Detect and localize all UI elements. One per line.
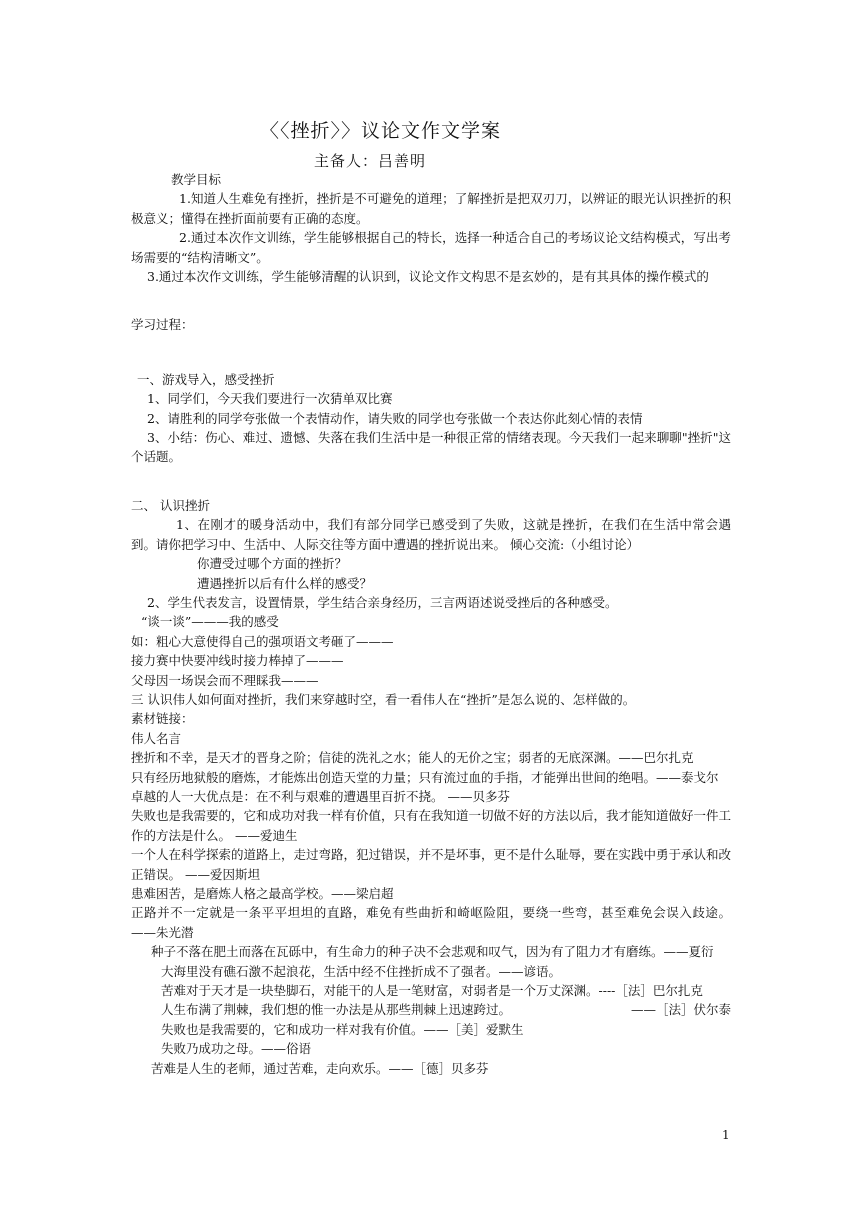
goal-3: 3.通过本次作文训练，学生能够清醒的认识到，议论文作文构思不是玄妙的，是有其具体的操作模式的	[147, 269, 709, 285]
quote-1: 挫折和不幸，是天才的晋身之阶；信徒的洗礼之水；能人的无价之宝；弱者的无底深渊。——巴尔扎克	[131, 750, 694, 766]
quote-11-text: 人生布满了荆棘，我们想的惟一办法是从那些荆棘上迅速跨过。	[161, 1002, 512, 1018]
quote-3: 卓越的人一大优点是：在不利与艰难的遭遇里百折不挠。 ——贝多芬	[131, 788, 510, 804]
quote-2: 只有经历地狱般的磨炼，才能炼出创造天堂的力量；只有流过血的手指，才能弹出世间的绝唱。——泰戈尔	[131, 769, 719, 785]
quote-11-author: ——［法］伏尔泰	[630, 1002, 731, 1018]
document-title: 〈〈挫折〉〉议论文作文学案	[260, 120, 502, 142]
section1-item-3: 3、小结：伤心、难过、遗憾、失落在我们生活中是一种很正常的情绪表现。今天我们一起来聊聊"挫折"这个话题。	[131, 430, 731, 465]
section2-item-1: 1、在刚才的暖身活动中，我们有部分同学已感受到了失败，这就是挫折，在我们在生活中常会遇到。请你把学习中、生活中、人际交往等方面中遭遇的挫折说出来。 倾心交流:（小组讨论）	[131, 517, 731, 552]
section2-example-1: 如：粗心大意使得自己的强项语文考砸了———	[131, 633, 394, 649]
quote-10: 苦难对于天才是一块垫脚石，对能干的人是一笔财富，对弱者是一个万丈深渊。----［法］巴尔扎克	[161, 983, 703, 999]
quote-11	[131, 1000, 731, 1019]
goal-1: 1.知道人生难免有挫折，挫折是不可避免的道理；了解挫折是把双刃刀，以辨证的眼光认识挫折的积极意义；懂得在挫折面前要有正确的态度。	[131, 191, 731, 226]
section1-item-1: 1、同学们，今天我们要进行一次猜单双比赛	[147, 391, 393, 407]
section2-example-2: 接力赛中快要冲线时接力棒掉了———	[131, 653, 344, 669]
quote-6: 患难困苦，是磨炼人格之最高学校。——梁启超	[131, 886, 394, 901]
section2-talk: “谈一谈”———我的感受	[141, 614, 279, 630]
document-body	[131, 170, 731, 1078]
quote-13: 失败乃成功之母。——俗语	[161, 1041, 312, 1057]
quote-5: 一个人在科学探索的道路上，走过弯路，犯过错误，并不是坏事，更不是什么耻辱，要在实践中勇于承认和改正错误。 ——爱因斯坦	[131, 847, 732, 882]
section2-heading: 二、 认识挫折	[131, 497, 210, 513]
quote-14: 苦难是人生的老师，通过苦难，走向欢乐。——［德］贝多芬	[151, 1060, 489, 1076]
goal-2: 2.通过本次作文训练，学生能够根据自己的特长，选择一种适合自己的考场议论文结构模式，写出考场需要的“结构清晰文”。	[131, 230, 731, 265]
quote-9: 大海里没有礁石激不起浪花，生活中经不住挫折成不了强者。——谚语。	[161, 963, 562, 979]
goals-heading: 教学目标	[171, 172, 222, 187]
quotes-title: 伟人名言	[131, 730, 182, 746]
quote-4: 失败也是我需要的，它和成功对我一样有价值，只有在我知道一切做不好的方法以后，我才能知道做好一件工作的方法是什么。 ——爱迪生	[131, 808, 732, 843]
section2-item-2: 2、学生代表发言，设置情景，学生结合亲身经历，三言两语述说受挫后的各种感受。	[147, 594, 618, 610]
section1-item-2: 2、请胜利的同学夸张做一个表情动作，请失败的同学也夸张做一个表达你此刻心情的表情	[147, 410, 643, 426]
quote-7: 正路并不一定就是一条平平坦坦的直路，难免有些曲折和崎岖险阻，要绕一些弯，甚至难免会误入歧途。 ——朱光潜	[131, 905, 731, 940]
section2-question-1: 你遭受过哪个方面的挫折？	[197, 556, 348, 572]
quote-8: 种子不落在肥土而落在瓦砾中，有生命力的种子决不会悲观和叹气，因为有了阻力才有磨练。——夏衍	[151, 944, 714, 960]
section3-heading: 三 认识伟人如何面对挫折，我们来穿越时空，看一看伟人在“挫折”是怎么说的、怎样做的。	[131, 691, 636, 707]
material-link: 素材链接：	[131, 711, 194, 727]
section2-question-2: 遭遇挫折以后有什么样的感受？	[197, 575, 373, 591]
section2-example-3: 父母因一场误会而不理睬我———	[131, 672, 319, 688]
page-number: 1	[722, 1128, 730, 1142]
section1-heading: 一、游戏导入，感受挫折	[137, 371, 275, 387]
author-line: 主备人：吕善明	[314, 152, 427, 170]
process-heading: 学习过程：	[131, 317, 194, 333]
quote-12: 失败也是我需要的，它和成功一样对我有价值。——［美］爱默生	[161, 1021, 524, 1037]
